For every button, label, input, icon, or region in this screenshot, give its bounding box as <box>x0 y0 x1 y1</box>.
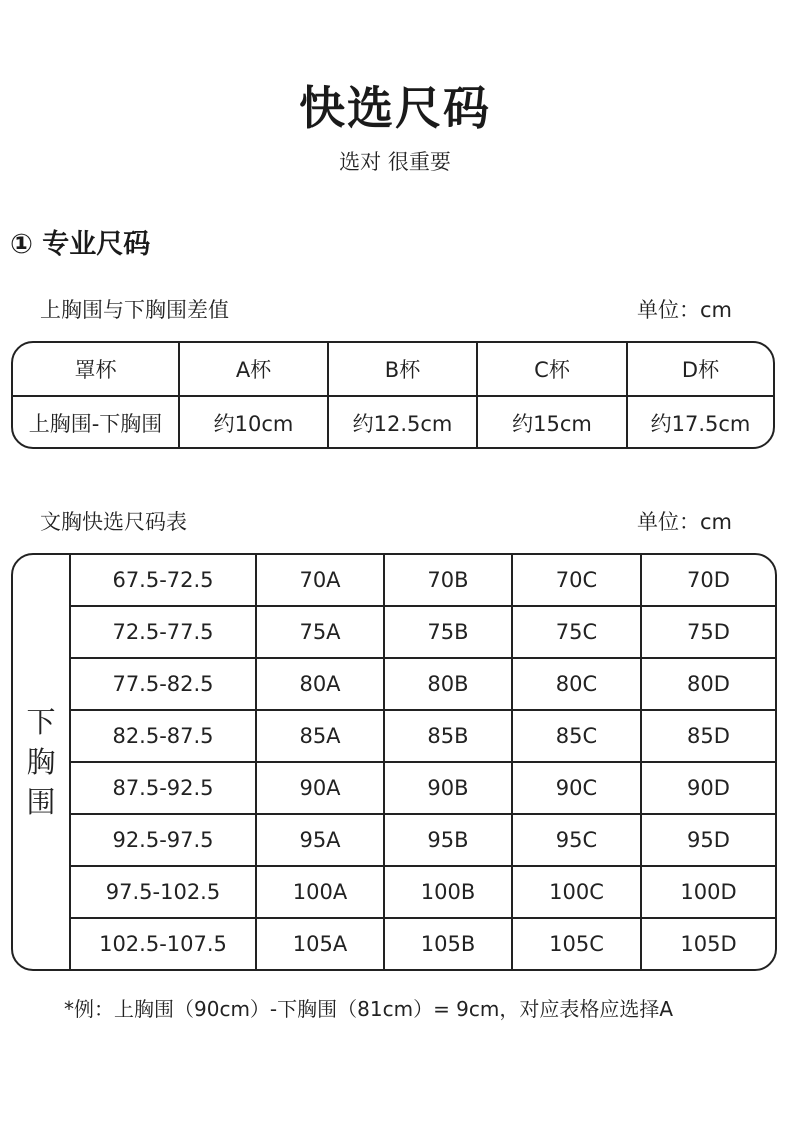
size-cell: 90B <box>383 763 511 813</box>
table-row <box>71 761 775 813</box>
header-cell: 罩杯 <box>74 358 117 382</box>
underbust-range-cell: 72.5-77.5 <box>112 620 214 644</box>
table-row <box>71 813 775 865</box>
header-cell: D杯 <box>626 343 773 395</box>
size-cell: 70A <box>255 555 383 605</box>
section-heading: ① 专业尺码 <box>10 229 151 260</box>
size-cell: 100C <box>511 867 640 917</box>
underbust-range-cell: 77.5-82.5 <box>112 672 214 696</box>
underbust-label <box>13 555 71 969</box>
table-cell: 约17.5cm <box>626 397 773 449</box>
underbust-range-cell: 92.5-97.5 <box>112 828 214 852</box>
size-cell: 105B <box>383 919 511 969</box>
size-cell: 100B <box>383 867 511 917</box>
table-cell: 上胸围-下胸围 <box>28 412 163 436</box>
diff-table-caption: 上胸围与下胸围差值 <box>40 298 229 322</box>
table-cell: 约15cm <box>476 397 626 449</box>
table-header-row <box>13 343 773 395</box>
size-cell: 80A <box>255 659 383 709</box>
size-cell: 75D <box>640 607 775 657</box>
underbust-range-cell: 87.5-92.5 <box>112 776 214 800</box>
size-cell: 90A <box>255 763 383 813</box>
header-cell: B杯 <box>327 343 476 395</box>
table-row <box>71 555 775 605</box>
table-row <box>71 657 775 709</box>
size-cell: 105C <box>511 919 640 969</box>
size-cell: 80D <box>640 659 775 709</box>
size-cell: 85D <box>640 711 775 761</box>
size-cell: 95D <box>640 815 775 865</box>
size-cell: 95C <box>511 815 640 865</box>
size-table-unit: 单位：cm <box>636 510 732 534</box>
size-table-caption: 文胸快选尺码表 <box>40 510 187 534</box>
size-cell: 100D <box>640 867 775 917</box>
page-title: 快选尺码 <box>299 81 491 135</box>
table-row <box>71 709 775 761</box>
size-cell: 75A <box>255 607 383 657</box>
underbust-range-cell: 97.5-102.5 <box>105 880 221 904</box>
cup-difference-table <box>11 341 775 449</box>
table-row <box>71 865 775 917</box>
size-cell: 85C <box>511 711 640 761</box>
example-note: *例：上胸围（90cm）-下胸围（81cm）= 9cm，对应表格应选择A <box>64 997 674 1021</box>
size-cell: 90D <box>640 763 775 813</box>
size-cell: 85A <box>255 711 383 761</box>
side-label-char: 围 <box>26 785 56 819</box>
size-chart-table <box>11 553 777 971</box>
table-row <box>71 917 775 969</box>
diff-table-unit: 单位：cm <box>636 298 732 322</box>
underbust-range-cell: 67.5-72.5 <box>112 568 214 592</box>
size-grid <box>71 555 775 969</box>
size-cell: 80B <box>383 659 511 709</box>
size-cell: 70C <box>511 555 640 605</box>
size-cell: 70B <box>383 555 511 605</box>
header-cell: A杯 <box>178 343 327 395</box>
size-cell: 75B <box>383 607 511 657</box>
table-row <box>13 395 773 449</box>
size-cell: 85B <box>383 711 511 761</box>
side-label-char: 胸 <box>26 745 56 779</box>
size-cell: 90C <box>511 763 640 813</box>
header-cell: C杯 <box>476 343 626 395</box>
page-subtitle: 选对 很重要 <box>339 150 451 174</box>
size-cell: 105D <box>640 919 775 969</box>
size-cell: 105A <box>255 919 383 969</box>
side-label-char: 下 <box>26 705 56 739</box>
underbust-range-cell: 102.5-107.5 <box>99 932 227 956</box>
size-cell: 75C <box>511 607 640 657</box>
size-cell: 100A <box>255 867 383 917</box>
table-row <box>71 605 775 657</box>
size-cell: 70D <box>640 555 775 605</box>
table-cell: 约12.5cm <box>327 397 476 449</box>
table-cell: 约10cm <box>178 397 327 449</box>
size-cell: 95A <box>255 815 383 865</box>
size-cell: 95B <box>383 815 511 865</box>
size-cell: 80C <box>511 659 640 709</box>
underbust-range-cell: 82.5-87.5 <box>112 724 214 748</box>
